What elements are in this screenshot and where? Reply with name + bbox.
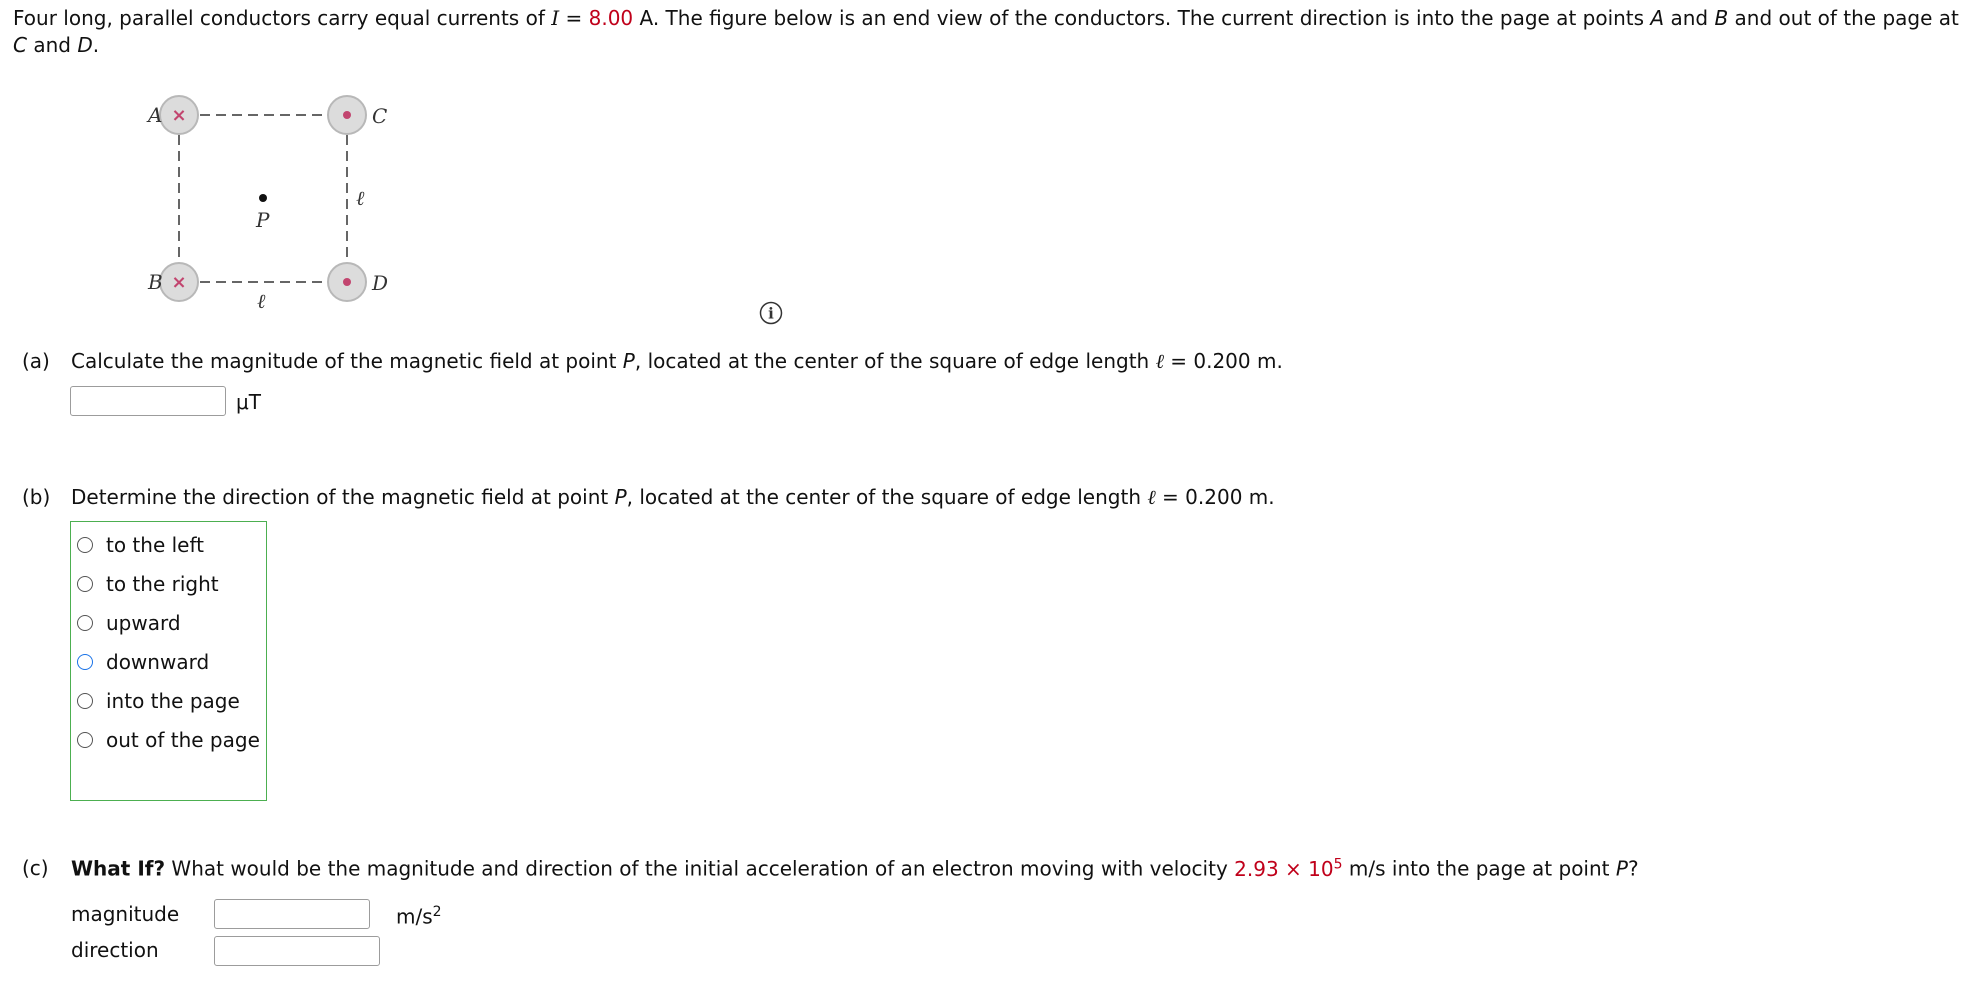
point-a-ref: A bbox=[1650, 6, 1665, 30]
velocity-base: 10 bbox=[1308, 856, 1334, 881]
part-b-text-2: , located at the center of the square of edge length bbox=[626, 485, 1148, 509]
intro-text-1: Four long, parallel conductors carry equal currents of bbox=[13, 6, 552, 30]
radio-downward[interactable] bbox=[77, 654, 93, 670]
option-label: downward bbox=[106, 650, 210, 674]
option-label: out of the page bbox=[106, 728, 260, 752]
part-c-label: (c) bbox=[22, 856, 49, 880]
conductor-a bbox=[160, 96, 198, 134]
point-p-dot bbox=[259, 194, 267, 202]
part-b-question bbox=[71, 485, 1275, 510]
part-c-direction-input[interactable] bbox=[214, 936, 380, 966]
and-text-2: and bbox=[26, 33, 78, 57]
part-a-ell: ℓ bbox=[1155, 349, 1164, 373]
part-b-ell: ℓ bbox=[1147, 485, 1156, 509]
part-c-text-3: ? bbox=[1627, 856, 1639, 881]
radio-to-the-left[interactable] bbox=[77, 537, 93, 553]
conductor-d bbox=[328, 263, 366, 301]
equals-sign: = bbox=[559, 6, 589, 30]
part-c-point: P bbox=[1615, 856, 1628, 881]
part-a-label: (a) bbox=[22, 349, 50, 373]
problem-statement bbox=[13, 5, 1973, 59]
period: . bbox=[92, 33, 100, 57]
option-label: into the page bbox=[106, 689, 240, 713]
part-a-text-1: Calculate the magnitude of the magnetic field at point bbox=[71, 349, 623, 373]
intro-text-3: and out of the page at bbox=[1728, 6, 1959, 30]
velocity-times: × bbox=[1278, 856, 1309, 881]
info-icon[interactable] bbox=[759, 301, 783, 325]
label-c: C bbox=[372, 104, 388, 128]
into-page-mark-b: × bbox=[171, 272, 187, 293]
radio-out-of-the-page[interactable] bbox=[77, 732, 93, 748]
out-of-page-dot-c bbox=[343, 111, 351, 119]
label-p: P bbox=[256, 208, 270, 232]
edge-length-label-bottom: ℓ bbox=[257, 289, 266, 313]
point-c-ref: C bbox=[13, 33, 27, 57]
intro-text-2: A. The figure below is an end view of the conductors. The current direction is into the page at points bbox=[633, 6, 1651, 30]
option-to-the-left[interactable] bbox=[77, 531, 204, 559]
current-value: 8.00 bbox=[588, 6, 634, 30]
part-a-unit: μT bbox=[236, 390, 261, 414]
radio-upward[interactable] bbox=[77, 615, 93, 631]
conductor-c bbox=[328, 96, 366, 134]
label-a: A bbox=[148, 103, 163, 127]
magnitude-label: magnitude bbox=[71, 902, 180, 926]
part-b-label: (b) bbox=[22, 485, 51, 509]
option-label: upward bbox=[106, 611, 181, 635]
part-c-magnitude-input[interactable] bbox=[214, 899, 370, 929]
direction-label: direction bbox=[71, 938, 159, 962]
out-of-page-dot-d bbox=[343, 278, 351, 286]
info-icon-glyph: i bbox=[768, 304, 774, 323]
what-if-label: What If? bbox=[71, 856, 166, 881]
point-d-ref: D bbox=[77, 33, 93, 57]
edge-length-label-right: ℓ bbox=[356, 186, 365, 210]
magnitude-unit-exponent: 2 bbox=[432, 904, 442, 920]
conductor-b bbox=[160, 263, 198, 301]
part-b-text-3: = 0.200 m. bbox=[1155, 485, 1275, 509]
option-upward[interactable] bbox=[77, 609, 181, 637]
part-a-text-2: , located at the center of the square of edge length bbox=[634, 349, 1156, 373]
part-c-text-2: m/s into the page at point bbox=[1342, 856, 1616, 881]
label-b: B bbox=[148, 270, 163, 294]
option-label: to the right bbox=[106, 572, 219, 596]
part-c-text-1: What would be the magnitude and direction of the initial acceleration of an electron moving with velocity bbox=[165, 856, 1235, 881]
part-a-point: P bbox=[622, 349, 635, 373]
option-into-the-page[interactable] bbox=[77, 687, 240, 715]
into-page-mark-a: × bbox=[171, 105, 187, 126]
part-a-text-3: = 0.200 m. bbox=[1163, 349, 1283, 373]
magnitude-unit-base: m/s bbox=[396, 904, 433, 929]
point-b-ref: B bbox=[1714, 6, 1729, 30]
current-symbol: I bbox=[551, 6, 560, 30]
label-d: D bbox=[372, 271, 389, 295]
magnitude-unit bbox=[396, 904, 442, 929]
conductors-figure bbox=[130, 90, 420, 330]
part-b-text-1: Determine the direction of the magnetic field at point bbox=[71, 485, 615, 509]
option-downward[interactable] bbox=[77, 648, 209, 676]
option-out-of-the-page[interactable] bbox=[77, 726, 260, 754]
velocity-value bbox=[1234, 857, 1342, 881]
part-c-question bbox=[71, 856, 1639, 881]
and-text-1: and bbox=[1664, 6, 1715, 30]
part-b-point: P bbox=[614, 485, 627, 509]
direction-options-group bbox=[70, 521, 267, 801]
option-label: to the left bbox=[106, 533, 205, 557]
part-a-question bbox=[71, 349, 1283, 374]
radio-into-the-page[interactable] bbox=[77, 693, 93, 709]
option-to-the-right[interactable] bbox=[77, 570, 219, 598]
part-a-answer-input[interactable] bbox=[70, 386, 226, 416]
velocity-mantissa: 2.93 bbox=[1234, 856, 1279, 881]
velocity-exponent: 5 bbox=[1333, 856, 1343, 872]
radio-to-the-right[interactable] bbox=[77, 576, 93, 592]
